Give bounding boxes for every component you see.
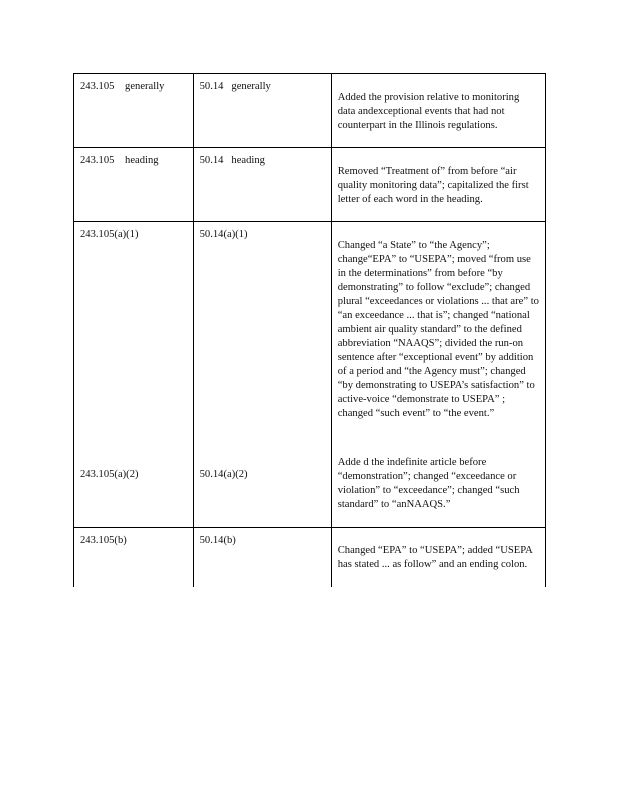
cfr-text: 50.14(a)(2) xyxy=(199,469,248,481)
section-text: 243.105(b) xyxy=(80,534,127,546)
explanation-cell xyxy=(331,527,545,587)
amendments-table xyxy=(73,73,546,587)
table-row xyxy=(74,527,546,587)
section-text: 243.105 heading xyxy=(80,155,159,167)
explanation-cell xyxy=(331,148,545,222)
cfr-cell xyxy=(193,74,331,148)
section-cell xyxy=(74,74,194,148)
explanation-text: Changed “EPA” to “USEPA”; added “USEPA has stated ... as follow” and an ending colon. xyxy=(337,545,533,571)
cfr-text: 50.14 heading xyxy=(199,155,265,167)
explanation-text: Changed “a State” to “the Agency”; change“EPA” to “USEPA”; moved “from use in the determinations” from before “by demonstrating” to follow “exclude”; changed plural “exceedances or violations ... that are” to “an exceedance ... that is”; changed “national ambient air quality standard” to the defined abbreviation “NAAQS”; divided the run-on sentence after “exceptional event” by addition of a period and “the Agency must”; changed “by demonstrating to USEPA’s satisfaction” to active-voice “demonstrate to USEPA” ; changed “such event” to “the event.” xyxy=(337,239,539,419)
table-row xyxy=(74,148,546,222)
cfr-cell xyxy=(193,148,331,222)
table-row xyxy=(74,74,546,148)
section-cell xyxy=(74,527,194,587)
table-row xyxy=(74,222,546,527)
explanation-text: Removed “Treatment of” from before “air quality monitoring data”; capitalized the first letter of each word in the heading. xyxy=(337,165,529,205)
cfr-cell xyxy=(193,527,331,587)
section-text: 243.105(a)(1) xyxy=(80,229,139,241)
cfr-text: 50.14 generally xyxy=(199,81,271,92)
cfr-cell xyxy=(193,222,331,527)
cfr-text: 50.14(a)(1) xyxy=(199,229,248,241)
cfr-text: 50.14(b) xyxy=(199,534,236,546)
explanation-text: Added the provision relative to monitoring data andexceptional events that had not counterpart in the Illinois regulations. xyxy=(337,91,520,131)
explanation-cell xyxy=(331,74,545,148)
explanation-text: Adde d the indefinite article before “demonstration”; changed “exceedance or violation” to “exceedance”; changed “such standard” to “anNAAQS.” xyxy=(337,457,520,511)
section-text: 243.105 generally xyxy=(80,81,165,92)
section-text: 243.105(a)(2) xyxy=(80,469,139,481)
section-cell xyxy=(74,148,194,222)
section-cell xyxy=(74,222,194,527)
explanation-cell xyxy=(331,222,545,527)
